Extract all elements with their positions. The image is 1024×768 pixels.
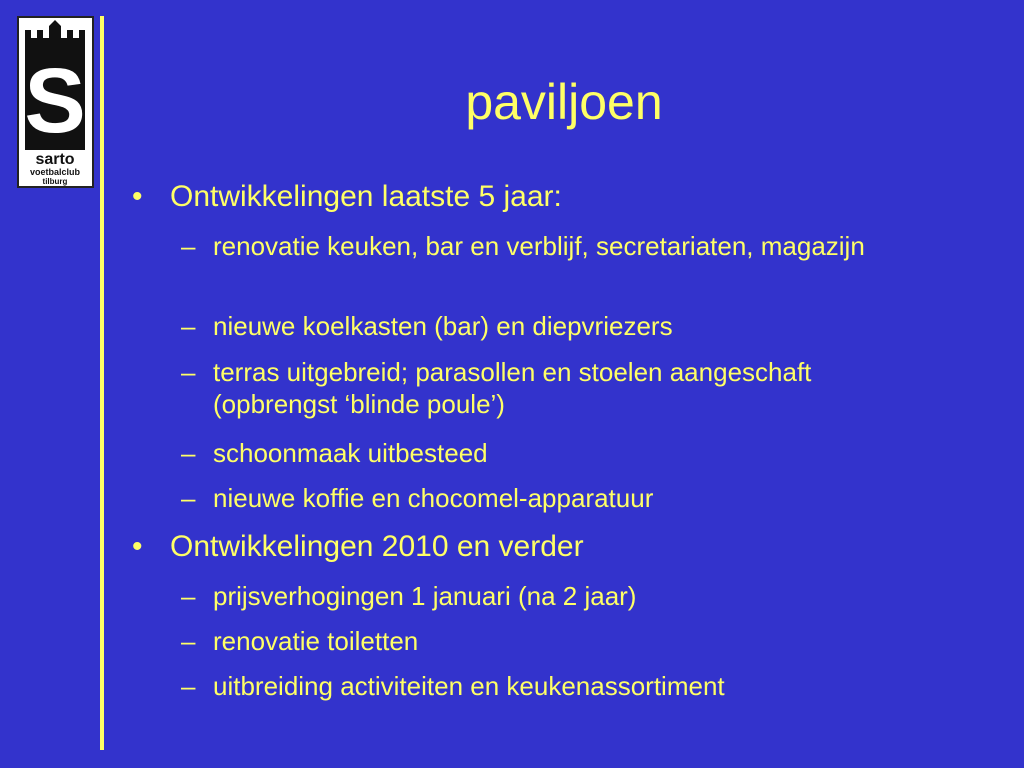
- dash-marker: –: [181, 483, 196, 513]
- dash-marker: –: [181, 231, 196, 261]
- sub-bullet-text: terras uitgebreid; parasollen en stoelen aangeschaft (opbrengst ‘blinde poule’): [213, 357, 812, 419]
- svg-text:S: S: [24, 50, 86, 152]
- logo-text-main: sarto: [35, 151, 75, 168]
- dash-marker: –: [181, 311, 196, 341]
- dash-marker: –: [181, 626, 196, 656]
- bullet-marker: •: [132, 530, 143, 563]
- dash-marker: –: [181, 357, 196, 387]
- sub-bullet-text: uitbreiding activiteiten en keukenassortiment: [213, 671, 725, 701]
- sub-bullet-text: nieuwe koffie en chocomel-apparatuur: [213, 483, 654, 513]
- club-logo: [17, 16, 94, 188]
- bullet-heading: Ontwikkelingen 2010 en verder: [170, 530, 584, 563]
- dash-marker: –: [181, 671, 196, 701]
- bullet-heading: Ontwikkelingen laatste 5 jaar:: [170, 180, 562, 213]
- logo-text-sub2: tilburg: [42, 177, 68, 186]
- sarto-crest-icon: [19, 18, 92, 186]
- dash-marker: –: [181, 438, 196, 468]
- sub-bullet-text: prijsverhogingen 1 januari (na 2 jaar): [213, 581, 637, 611]
- sub-bullet-text: nieuwe koelkasten (bar) en diepvriezers: [213, 311, 673, 341]
- sub-bullet-text: renovatie toiletten: [213, 626, 419, 656]
- logo-text-sub1: voetbalclub: [29, 167, 81, 177]
- sub-bullet-text: schoonmaak uitbesteed: [213, 438, 488, 468]
- sub-bullet-text: renovatie keuken, bar en verblijf, secretariaten, magazijn: [213, 231, 865, 261]
- slide-title: paviljoen: [465, 74, 663, 130]
- dash-marker: –: [181, 581, 196, 611]
- bullet-marker: •: [132, 180, 143, 213]
